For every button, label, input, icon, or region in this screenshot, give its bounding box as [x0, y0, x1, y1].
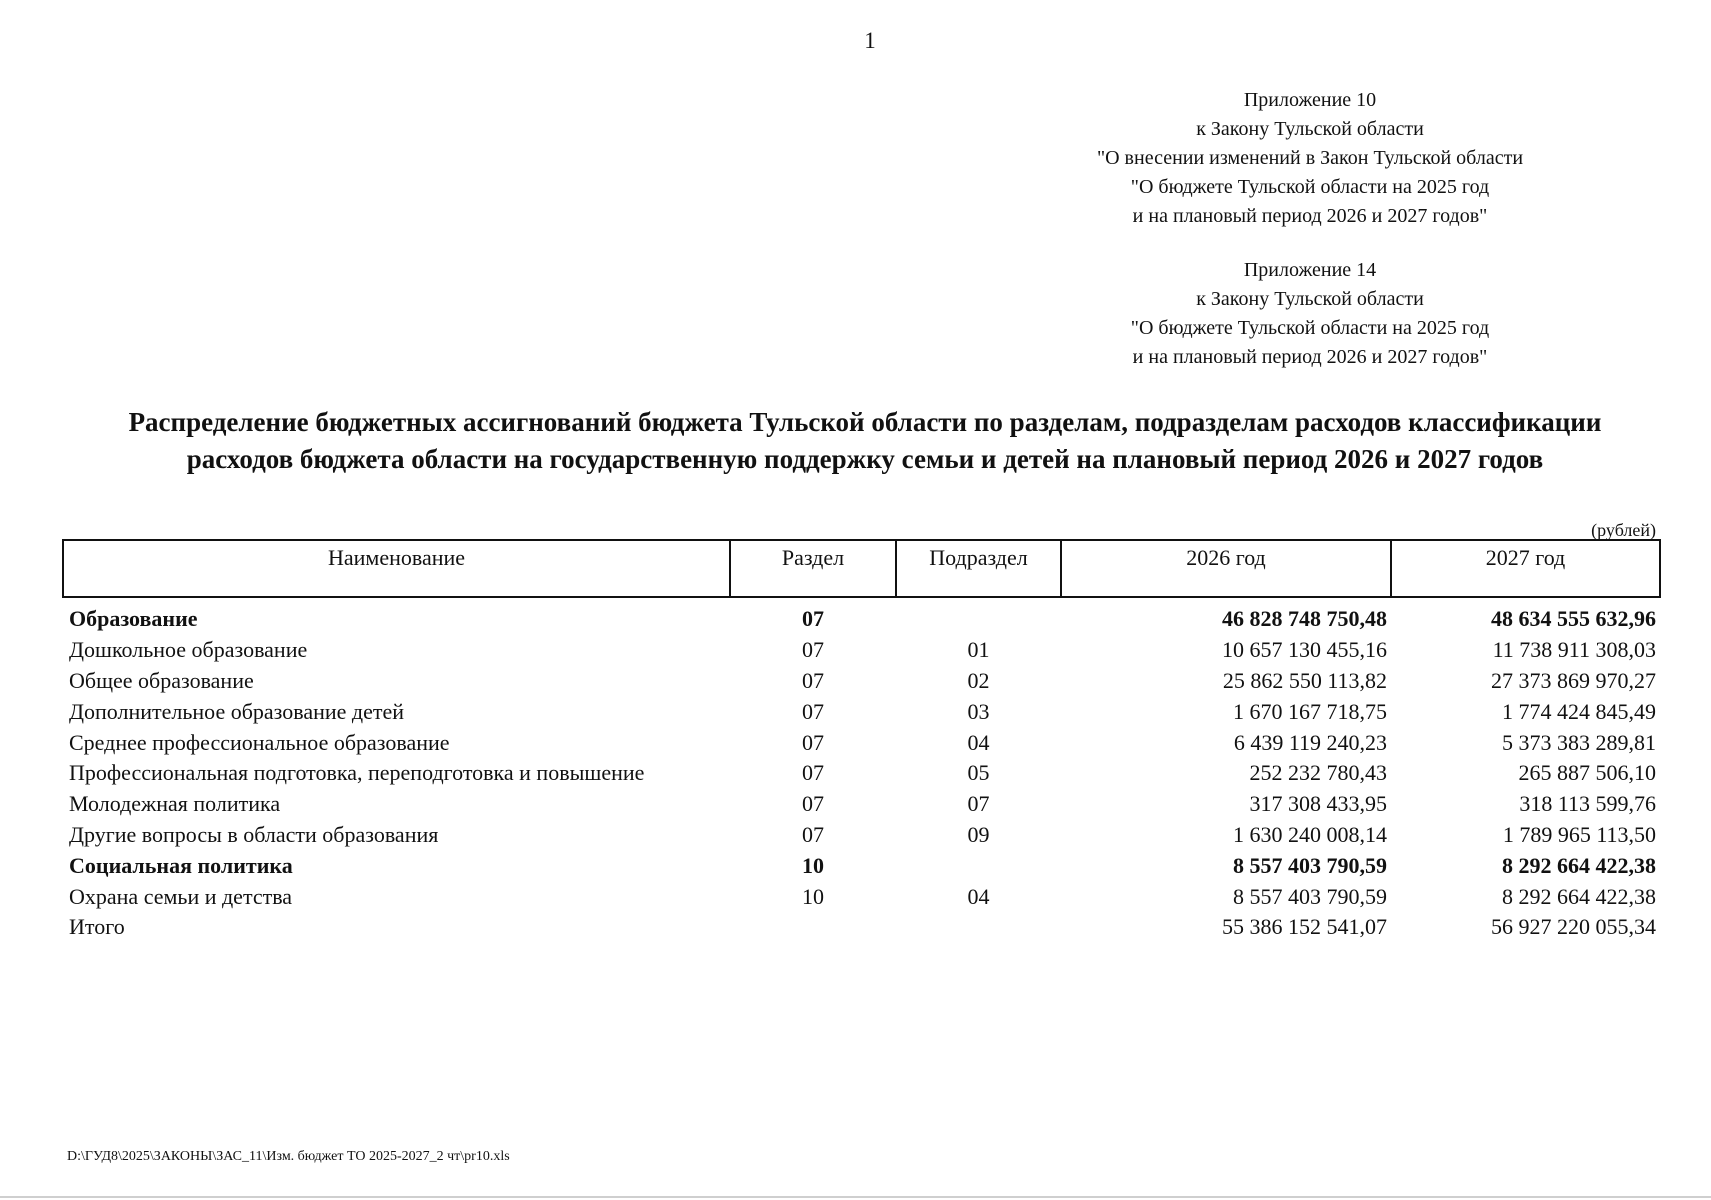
- cell-name: Социальная политика: [69, 852, 293, 878]
- cell-razdel: 07: [802, 698, 824, 724]
- table-row: [63, 820, 1660, 851]
- appendix-14-note: [1000, 256, 1620, 372]
- file-path-footer: D:\ГУД8\2025\ЗАКОНЫ\ЗАС_11\Изм. бюджет ТО 2025-2027_2 чт\pr10.xls: [67, 1149, 510, 1164]
- cell-razdel: 07: [802, 637, 824, 663]
- cell-name: Охрана семьи и детства: [69, 883, 293, 909]
- cell-2026: 10 657 130 455,16: [1222, 637, 1387, 663]
- appendix-10-line: "О внесении изменений в Закон Тульской области: [1096, 147, 1524, 169]
- cell-2027: 1 789 965 113,50: [1502, 821, 1656, 847]
- cell-2026: 6 439 119 240,23: [1233, 729, 1387, 755]
- cell-podrazdel: 07: [967, 791, 990, 817]
- cell-name: Молодежная политика: [69, 791, 281, 817]
- cell-2027: 27 373 869 970,27: [1491, 667, 1656, 693]
- appendix-14-line: к Закону Тульской области: [1196, 288, 1424, 310]
- cell-name: Итого: [69, 914, 125, 940]
- table-row: [63, 727, 1660, 758]
- cell-razdel: 07: [802, 760, 824, 786]
- cell-name: Среднее профессиональное образование: [69, 729, 450, 755]
- appendix-14-line: Приложение 14: [1243, 259, 1377, 281]
- cell-2027: 265 887 506,10: [1518, 760, 1656, 786]
- table-row: [63, 850, 1660, 881]
- appendix-10-line: "О бюджете Тульской области на 2025 год: [1130, 176, 1490, 198]
- budget-table-container: [62, 539, 1659, 943]
- cell-razdel: 07: [802, 729, 824, 755]
- cell-2026: 252 232 780,43: [1249, 760, 1387, 786]
- table-row: [63, 912, 1660, 943]
- cell-podrazdel: 04: [967, 883, 990, 909]
- cell-name: Общее образование: [69, 667, 254, 693]
- cell-razdel: 07: [802, 606, 824, 632]
- appendix-14-line: "О бюджете Тульской области на 2025 год: [1130, 317, 1490, 339]
- cell-name: Профессиональная подготовка, переподготовка и повышение: [69, 760, 645, 786]
- table-row: [63, 635, 1660, 666]
- table-row: [63, 696, 1660, 727]
- cell-podrazdel: 02: [967, 667, 990, 693]
- cell-razdel: 10: [802, 852, 824, 878]
- cell-2027: 1 774 424 845,49: [1502, 698, 1656, 724]
- budget-table: [62, 539, 1661, 943]
- cell-razdel: [730, 912, 896, 943]
- cell-2026: 55 386 152 541,07: [1222, 914, 1387, 940]
- cell-podrazdel: [896, 912, 1061, 943]
- table-header-row: [63, 540, 1660, 597]
- document-title: [60, 404, 1670, 478]
- appendix-14-line: и на плановый период 2026 и 2027 годов": [1132, 346, 1488, 368]
- appendix-10-line: и на плановый период 2026 и 2027 годов": [1132, 205, 1488, 227]
- cell-name: Образование: [69, 606, 198, 632]
- cell-name: Дошкольное образование: [69, 637, 308, 663]
- table-row: [63, 666, 1660, 697]
- appendix-10-line: к Закону Тульской области: [1196, 118, 1424, 140]
- cell-2027: 8 292 664 422,38: [1502, 883, 1656, 909]
- cell-razdel: 10: [802, 883, 824, 909]
- cell-2027: 48 634 555 632,96: [1491, 606, 1656, 632]
- cell-podrazdel: 04: [967, 729, 990, 755]
- header-razdel: Раздел: [730, 540, 896, 597]
- cell-podrazdel: 09: [967, 821, 990, 847]
- cell-2026: 25 862 550 113,82: [1222, 667, 1387, 693]
- cell-2026: 1 670 167 718,75: [1233, 698, 1387, 724]
- appendix-10-line: Приложение 10: [1243, 89, 1377, 111]
- cell-razdel: 07: [802, 821, 824, 847]
- cell-podrazdel: 01: [967, 637, 990, 663]
- cell-name: Дополнительное образование детей: [69, 698, 405, 724]
- cell-2026: 46 828 748 750,48: [1222, 606, 1387, 632]
- cell-2026: 1 630 240 008,14: [1233, 821, 1387, 847]
- cell-2026: 8 557 403 790,59: [1233, 883, 1387, 909]
- table-row: [63, 597, 1660, 635]
- cell-podrazdel: [896, 850, 1061, 881]
- table-row: [63, 758, 1660, 789]
- cell-2027: 318 113 599,76: [1519, 791, 1656, 817]
- cell-podrazdel: [896, 597, 1061, 635]
- title-line: расходов бюджета области на государственную поддержку семьи и детей на плановый период 2026 и 2027 годов: [186, 444, 1544, 474]
- cell-razdel: 07: [802, 667, 824, 693]
- cell-2027: 5 373 383 289,81: [1502, 729, 1656, 755]
- cell-razdel: 07: [802, 791, 824, 817]
- table-row: [63, 881, 1660, 912]
- cell-2026: 8 557 403 790,59: [1233, 852, 1387, 878]
- units-label: (рублей): [1591, 520, 1656, 540]
- title-line: Распределение бюджетных ассигнований бюджета Тульской области по разделам, подразделам расходов классификации: [128, 407, 1602, 437]
- cell-name: Другие вопросы в области образования: [69, 821, 439, 847]
- page-number: 1: [864, 28, 876, 53]
- cell-2027: 56 927 220 055,34: [1491, 914, 1656, 940]
- header-2026: 2026 год: [1061, 540, 1391, 597]
- cell-2027: 11 738 911 308,03: [1492, 637, 1656, 663]
- scan-edge-line: [0, 1196, 1711, 1198]
- cell-podrazdel: 03: [967, 698, 990, 724]
- cell-2026: 317 308 433,95: [1249, 791, 1387, 817]
- header-podrazdel: Подраздел: [896, 540, 1061, 597]
- table-row: [63, 789, 1660, 820]
- header-name: Наименование: [63, 540, 730, 597]
- cell-podrazdel: 05: [967, 760, 990, 786]
- header-2027: 2027 год: [1391, 540, 1660, 597]
- table-body: [63, 597, 1660, 943]
- appendix-10-note: [1000, 86, 1620, 231]
- cell-2027: 8 292 664 422,38: [1502, 852, 1656, 878]
